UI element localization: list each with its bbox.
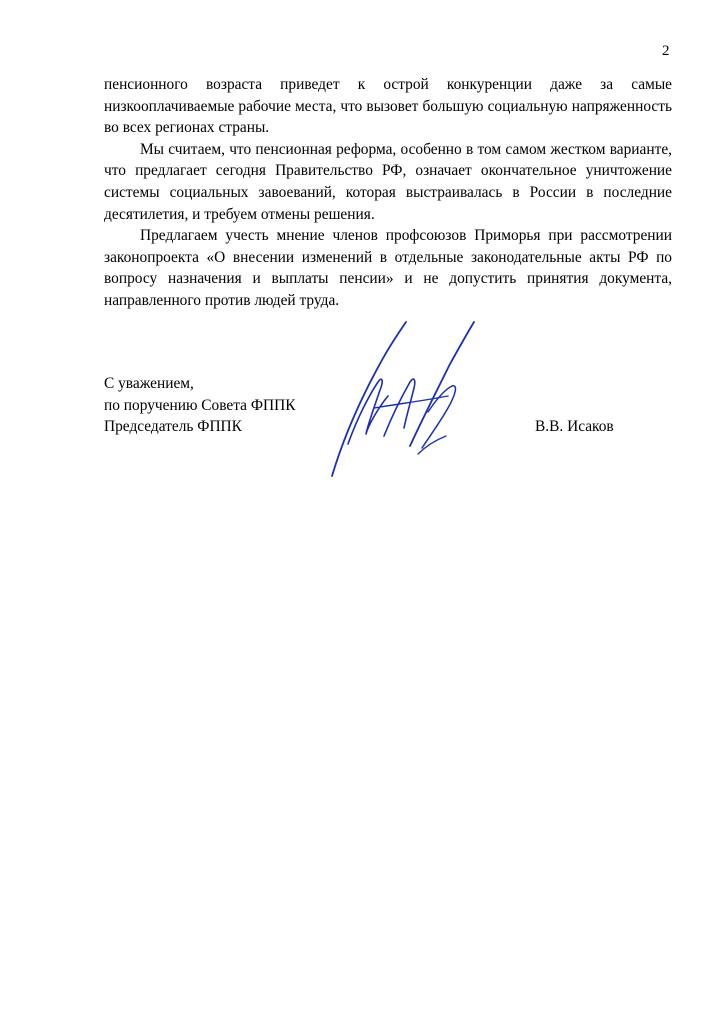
closing-on-behalf: по поручению Совета ФППК — [104, 396, 296, 414]
paragraph-1: пенсионного возраста приведет к острой конкуренции даже за самые низкооплачиваемые рабочие места, что вызовет большую социальную напряженность во всех регионах страны. — [104, 76, 672, 137]
letter-body — [104, 74, 672, 312]
page-number: 2 — [662, 43, 670, 59]
paragraph-3: Предлагаем учесть мнение членов профсоюзов Приморья при рассмотрении законопроекта «О внесении изменений в отдельные законодательные акты РФ по вопросу назначения и выплаты пенсии» и не допустить принятия документа, направленного против людей труда. — [104, 227, 672, 309]
signature-icon — [318, 316, 498, 482]
closing-block — [104, 373, 296, 438]
paragraph-2: Мы считаем, что пенсионная реформа, особенно в том самом жестком варианте, что предлагает сегодня Правительство РФ, означает окончательное уничтожение системы социальных завоеваний, которая выстраивалась в России в последние десятилетия, и требуем отмены решения. — [104, 140, 672, 223]
signer-name: В.В. Исаков — [535, 418, 614, 435]
closing-position: Председатель ФППК — [104, 418, 242, 436]
closing-salutation: С уважением, — [104, 375, 194, 392]
